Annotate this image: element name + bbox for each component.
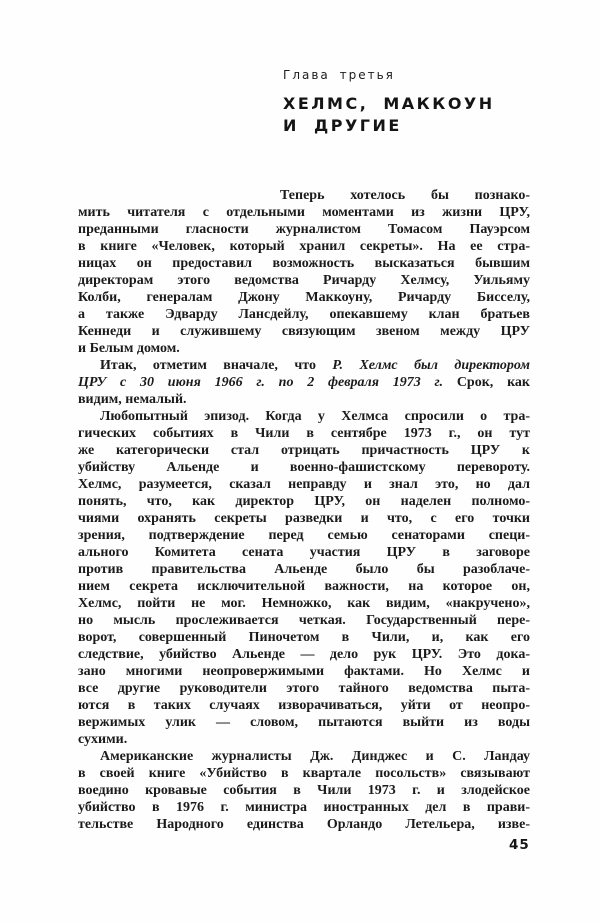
text-line [78, 595, 530, 612]
text-segment: ницах он предоставил возможность высказаться бывшим [78, 256, 530, 271]
text-segment: чиями охранять секреты разведки и что, с его точки [78, 511, 530, 526]
text-segment: воедино кровавые события в Чили 1973 г. и злодейское [78, 783, 530, 798]
text-line [78, 680, 530, 697]
text-line [78, 663, 530, 680]
text-line [78, 578, 530, 595]
text-segment: Хелмс, пойти не мог. Немножко, как видим, «накручено», [78, 596, 530, 611]
text-segment: Итак, отметим вначале, что [100, 358, 333, 373]
text-segment: следствие, убийство Альенде — дело рук ЦРУ. Это дока- [78, 647, 530, 662]
text-line [78, 459, 530, 476]
text-line [78, 799, 530, 816]
text-line [78, 476, 530, 493]
text-line [78, 782, 530, 799]
text-line [78, 323, 530, 340]
text-segment: ворот, совершенный Пиночетом в Чили, и, как его [78, 630, 530, 645]
text-line [78, 765, 530, 782]
text-line [78, 391, 530, 408]
text-line [78, 340, 530, 357]
text-segment: ального Комитета сената участия ЦРУ в заговоре [78, 545, 530, 560]
text-segment: в своей книге «Убийство в квартале посольств» связывают [78, 766, 530, 781]
italic-text-segment: ЦРУ с 30 июня 1966 г. по 2 февраля 1973 г. [78, 375, 444, 390]
text-segment: и Белым домом. [78, 341, 180, 356]
text-segment: гических событиях в Чили в сентябре 1973 г., он тут [78, 426, 530, 441]
text-line [78, 255, 530, 272]
text-line [78, 697, 530, 714]
text-line [78, 816, 530, 833]
text-line [78, 357, 530, 374]
text-segment: убийству Альенде и военно-фашистскому перевороту. [78, 460, 530, 475]
chapter-title-line1: ХЕЛМС, МАККОУН [283, 94, 495, 113]
chapter-head [283, 68, 543, 137]
text-segment: зрения, подтверждение перед семью сенаторами специ- [78, 528, 530, 543]
text-line [78, 561, 530, 578]
text-segment: а также Эдварду Лансдейлу, опекавшему клан братьев [78, 307, 530, 322]
body-text [78, 187, 530, 833]
text-segment: Любопытный эпизод. Когда у Хелмса спросили о тра- [100, 409, 530, 424]
text-segment: Хелмс, разумеется, сказал неправду и знал это, но дал [78, 477, 530, 492]
text-segment: вержимых улик — словом, пытаются выйти из воды [78, 715, 530, 730]
text-segment: видим, немалый. [78, 392, 187, 407]
text-line [78, 510, 530, 527]
text-segment: Кеннеди и служившему связующим звеном между ЦРУ [78, 324, 530, 339]
text-line [78, 612, 530, 629]
text-line [78, 289, 530, 306]
text-segment: но мысль прослеживается четкая. Государственный пере- [78, 613, 530, 628]
text-segment: Срок, как [443, 375, 530, 390]
text-line [78, 748, 530, 765]
text-line [78, 646, 530, 663]
text-line [78, 187, 530, 204]
text-line [78, 731, 530, 748]
text-segment: убийство в 1976 г. министра иностранных дел в прави- [78, 800, 530, 815]
page-number: 45 [509, 837, 530, 853]
text-line [78, 442, 530, 459]
text-line [78, 374, 530, 391]
text-segment: Теперь хотелось бы познако- [280, 188, 530, 203]
italic-text-segment: Р. Хелмс был директором [332, 358, 530, 373]
text-segment: преданными гласности журналистом Томасом Пауэрсом [78, 222, 530, 237]
text-line [78, 204, 530, 221]
text-segment: директорам этого ведомства Ричарду Хелмсу, Уильяму [78, 273, 530, 288]
text-line [78, 306, 530, 323]
text-line [78, 544, 530, 561]
text-line [78, 272, 530, 289]
text-segment: против правительства Альенде было бы разоблаче- [78, 562, 530, 577]
chapter-title [283, 93, 543, 137]
text-segment: в книге «Человек, который хранил секреты». На ее стра- [78, 239, 530, 254]
text-segment: Колби, генералам Джону Маккоуну, Ричарду Бисселу, [78, 290, 530, 305]
text-segment: сухими. [78, 732, 128, 747]
text-line [78, 493, 530, 510]
text-segment: понять, что, как директор ЦРУ, он наделен полномо- [78, 494, 530, 509]
chapter-label: Глава третья [283, 68, 395, 82]
text-segment: ются в таких случаях изворачиваться, уйти от неопро- [78, 698, 530, 713]
text-segment: мить читателя с отдельными моментами из жизни ЦРУ, [78, 205, 530, 220]
text-line [78, 408, 530, 425]
text-segment: же категорически стал отрицать причастность ЦРУ к [78, 443, 530, 458]
text-segment: Американские журналисты Дж. Динджес и С. Ландау [100, 749, 530, 764]
text-line [78, 238, 530, 255]
text-segment: тельстве Народного единства Орландо Летельера, изве- [78, 817, 530, 832]
text-line [78, 527, 530, 544]
chapter-title-line2: И ДРУГИЕ [283, 116, 402, 135]
text-segment: все другие руководители этого тайного ведомства пыта- [78, 681, 530, 696]
text-line [78, 629, 530, 646]
text-line [78, 221, 530, 238]
text-segment: нием секрета исключительной важности, на которое он, [78, 579, 530, 594]
text-line [78, 714, 530, 731]
text-line [78, 425, 530, 442]
text-segment: зано многими неопровержимыми фактами. Но Хелмс и [78, 664, 530, 679]
